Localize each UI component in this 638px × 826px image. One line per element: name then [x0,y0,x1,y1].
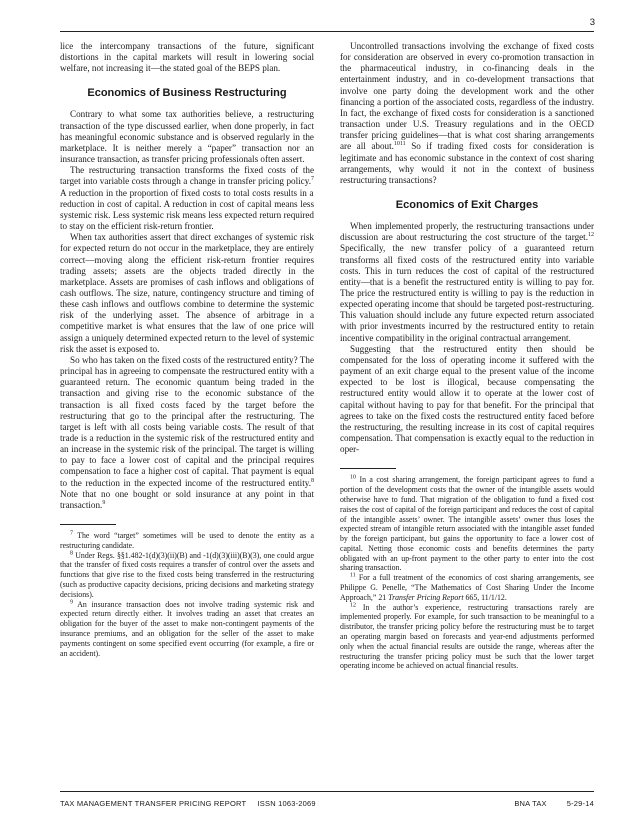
footnote-number: 8 [70,550,73,557]
footnote-number: 11 [350,572,356,579]
paragraph [60,165,314,232]
footer-publisher: BNA TAX [514,799,547,808]
footnote-ref: 9 [102,499,106,506]
text-run: So who has taken on the fixed costs of the restructured entity? The principal has in agreeing to compensate the restructured entity with a guaranteed return. The economic quantum being traded in the transaction and giving rise to the economic substance of the transaction is all fixed costs faced by the target before the restructuring that go to the principal after the restructuring. The target is left with all costs being variable costs. The result of that trade is a reduction in the systemic risk of the restructured entity and an increase in the systemic risk of the principal. The target is willing to pay to face a lower cost of capital and the principal requires compensation to face a higher cost of capital. That payment is equal to the reduction in the expected income of the restructured entity. [60,354,314,488]
paragraph: Contrary to what some tax authorities believe, a restructuring transaction of the type discussed earlier, when done properly, in fact has meaningful economic substance and is observed regularly in the marketplace. It is neither merely a “paper” transaction nor an insurance transaction, as transfer pricing professionals often assert. [60,109,314,165]
text-run: The restructuring transaction transforms the fixed costs of the target into variable costs through a change in transfer pricing policy. [60,165,314,187]
footnote-text: For a full treatment of the economics of cost sharing arrangements, see Philippe G. Penelle, “The Mathematics of Cost Sharing Under the Income Approach,” 21 [340,573,594,602]
footer-right [514,799,594,808]
paragraph [60,355,314,511]
text-run: A reduction in the proportion of fixed costs to total costs results in a reduction in cost of capital. A reduction in cost of capital means less systemic risk. Less systemic risk means less expected return required to stay on the efficient risk-return frontier. [60,187,314,232]
footnote [340,475,594,573]
footnote-rule [60,524,116,525]
text-run: So if trading fixed costs for consideration is legitimate and has economic substance in the context of cost sharing arrangements, why would it not in the context of business restructuring transactions? [340,141,594,185]
footnote-text: Under Regs. §§1.482-1(d)(3)(ii)(B) and -1(d)(3)(iii)(B)(3), one could argue that the transfer of fixed costs requires a transfer of control over the assets and functions that give rise to the fixed costs being transferred in the restructuring (such as productive capacity decisions, pricing decisions and marketing strategy decisions). [60,550,314,599]
footnote-ref: 7 [311,176,314,183]
footnote-text: 665, 11/1/12. [463,592,507,602]
left-column [60,41,314,658]
footnote-number: 7 [70,530,73,537]
page-number: 3 [589,17,595,28]
paragraph: When tax authorities assert that direct exchanges of systemic risk for expected return do not occur in the marketplace, they are entirely correct—moving along the efficient risk-return frontier requires trading assets; assets are the objects traded directly in the marketplace. Assets are promises of cash inflows and obligations of cash outflows. The size, nature, contingency structure and timing of these cash inflows and outflows combine to determine the systemic risk of the underlying asset. The absence of arbitrage in a competitive market is what ensures that the law of one price will assign a uniquely determined expected return to the level of systemic risk the asset is exposed to. [60,232,314,354]
footnote-text: In a cost sharing arrangement, the foreign participant agrees to fund a portion of the development costs that the owner of the intangible assets would otherwise have to fund. That migration of the obligation to fund a fixed cost raises the cost of capital of the foreign participant and reduces the cost of capital of the intangible assets’ owner. The intangible assets’ owner thus loses the expected stream of intangible return associated with the intangible asset funded by the foreign participant, but gains the opportunity to face a lower cost of capital. Netting those economic costs and benefits determines the party obligated with an up-front payment to the other party to enter into the cost sharing transaction. [340,475,594,573]
footnote-ref: 8 [311,477,314,484]
footnote-ref: 1011 [393,141,406,148]
text-run: Note that no one bought or sold insurance at any point in that transaction. [60,488,314,510]
footnote [340,603,594,672]
footnote [340,573,594,602]
paragraph [340,221,594,344]
footnote [60,551,314,600]
header-rule [60,31,594,32]
right-column [340,41,594,671]
footnote-number: 12 [350,602,356,609]
footnote [60,600,314,659]
section-heading: Economics of Exit Charges [395,199,539,212]
paragraph: lice the intercompany transactions of the future, significant distortions in the capital markets will result in lowering social welfare, not increasing it—the stated goal of the BEPS plan. [60,41,314,74]
footnote [60,531,314,551]
footnote-ref: 12 [588,232,594,239]
text-run: When implemented properly, the restructuring transactions under discussion are about restructuring the cost structure of the target. [340,221,594,243]
section-heading: Economics of Business Restructuring [87,87,287,100]
footnote-rule [340,468,396,469]
footnote-number: 9 [70,599,73,606]
text-run: Uncontrolled transactions involving the exchange of fixed costs for consideration are observed in every co-promotion transaction in the pharmaceutical industry, in co-financing deals in the entertainment industry, and in co-development transactions that involve one party doing the development work and the other financing a portion of the associated costs, regardless of the industry. In fact, the exchange of fixed costs for consideration is a sanctioned transaction under U.S. Treasury regulations and in the OECD transfer pricing guidelines—that is what cost sharing arrangements are all about. [340,41,594,152]
paragraph [340,41,594,186]
footer-rule [60,791,594,792]
journal-title: Transfer Pricing Report [388,592,464,602]
footnote-text: In the author’s experience, restructuring transactions rarely are implemented properly. For example, for such transaction to be meaningful to a distributor, the transfer pricing policy before the restructuring must be to target an operating margin based on forecasts and year-end adjustments performed only when the actual financial results are outside the range, whereas after the restructuring the transfer pricing policy must be such that the lower target operating income be achieved on actual financial results. [340,602,594,671]
footnote-number: 10 [350,474,356,481]
text-run: Specifically, the new transfer policy of a guaranteed return transforms all fixed costs of the restructured entity into variable costs. This in turn reduces the cost of capital of the restructured entity—that is a benefit the restructured entity is willing to pay for. The price the restructured entity is willing to pay is the reduction in expected operating income that should be targeted post-restructuring. This valuation should include any future expected return associated with prior investments incurred by the restructured entity to retain incentive compatibility in the original contractual arrangement. [340,243,594,343]
paragraph: Suggesting that the restructured entity then should be compensated for the loss of operating income it suffered with the payment of an exit charge equal to the present value of the income expected to be lost is illogical, because compensating the restructured entity would allow it to operate at the lower cost of capital without having to pay for that benefit. For the principal that agrees to take on the fixed costs the restructured entity faced before the restructuring, the resulting increase in its cost of capital requires compensation. That compensation is exactly equal to the reduction in oper- [340,343,594,455]
footnote-text: An insurance transaction does not involve trading systemic risk and expected return directly either. It involves trading an asset that creates an obligation for the buyer of the asset to make non-contingent payments of the insurance premiums, and an obligation for the seller of the asset to make payments contingent on some specified event occurring (for example, a fire or an accident). [60,599,315,658]
footer-publication: TAX MANAGEMENT TRANSFER PRICING REPORT ISSN 1063-2069 [60,799,316,808]
footer-date: 5-29-14 [566,799,594,808]
footnote-text: The word “target” sometimes will be used to denote the entity as a restructuring candidate. [60,531,314,550]
